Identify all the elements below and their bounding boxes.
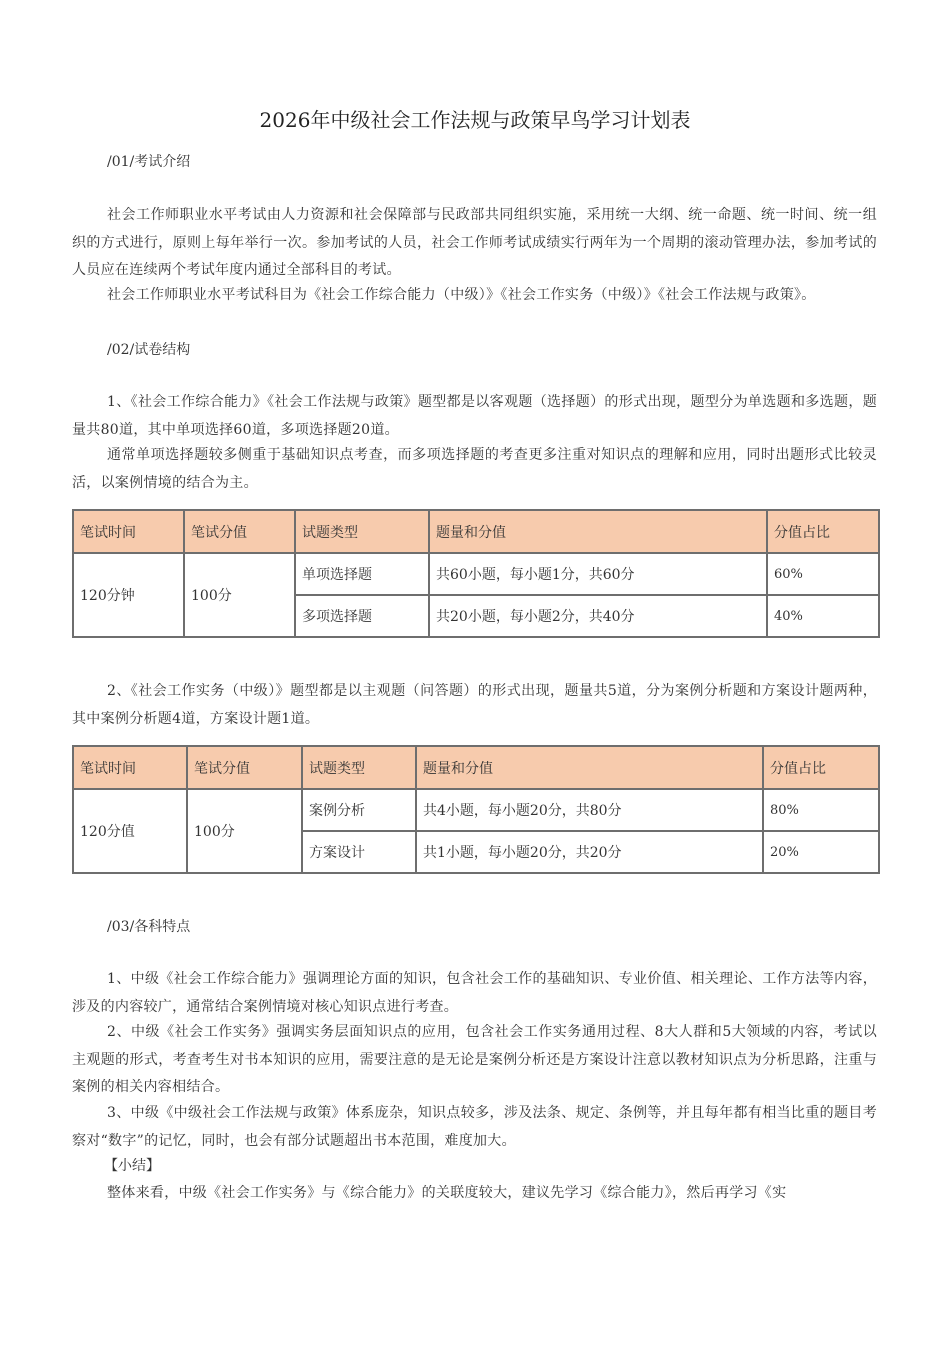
document-title: 2026年中级社会工作法规与政策早鸟学习计划表	[259, 108, 691, 132]
header-cell-score-ratio: 分值占比	[763, 746, 879, 789]
paragraph-objective-questions: 1、《社会工作综合能力》《社会工作法规与政策》题型都是以客观题（选择题）的形式出现，题型分为单选题和多选题，题量共80道，其中单项选择60道，多项选择题20道。	[72, 394, 877, 438]
paragraph-exam-subjects: 社会工作师职业水平考试科目为《社会工作综合能力（中级）》《社会工作实务（中级）》《社会工作法规与政策》。	[107, 287, 816, 303]
section-heading-exam-intro: /01/考试介绍	[107, 154, 191, 170]
section-heading-subject-features: /03/各科特点	[107, 919, 191, 935]
paragraph-feature-regulations: 3、中级《中级社会工作法规与政策》体系庞杂，知识点较多，涉及法条、规定、条例等，并且每年都有相当比重的题目考察对“数字”的记忆，同时，也会有部分试题超出书本范围，难度加大。	[72, 1105, 877, 1149]
header-cell-quantity-score: 题量和分值	[429, 510, 767, 553]
paragraph-question-focus: 通常单项选择题较多侧重于基础知识点考查，而多项选择题的考查更多注重对知识点的理解和应用，同时出题形式比较灵活，以案例情境的结合为主。	[72, 447, 877, 491]
header-cell-exam-time: 笔试时间	[73, 746, 187, 789]
cell-exam-score: 100分	[187, 789, 302, 873]
cell-score-ratio: 20%	[763, 831, 879, 873]
cell-quantity-score: 共20小题，每小题2分，共40分	[429, 595, 767, 637]
cell-exam-score: 100分	[184, 553, 295, 637]
section-heading-paper-structure: /02/试卷结构	[107, 342, 191, 358]
cell-question-type: 多项选择题	[295, 595, 429, 637]
paragraph-practice-questions: 2、《社会工作实务（中级）》题型都是以主观题（问答题）的形式出现，题量共5道，分为案例分析题和方案设计题两种，其中案例分析题4道，方案设计题1道。	[72, 683, 877, 727]
cell-quantity-score: 共60小题，每小题1分，共60分	[429, 553, 767, 595]
cell-question-type: 单项选择题	[295, 553, 429, 595]
exam-structure-table-2	[72, 745, 880, 874]
exam-structure-table-1	[72, 509, 880, 638]
table-row	[73, 553, 879, 595]
table-header-row	[73, 510, 879, 553]
cell-quantity-score: 共4小题，每小题20分，共80分	[416, 789, 763, 831]
summary-label: 【小结】	[104, 1158, 160, 1174]
table-header-row	[73, 746, 879, 789]
paragraph-feature-practice: 2、中级《社会工作实务》强调实务层面知识点的应用，包含社会工作实务通用过程、8大人群和5大领域的内容，考试以主观题的形式，考查考生对书本知识的应用，需要注意的是无论是案例分析还是方案设计注意以教材知识点为分析思路，注重与案例的相关内容相结合。	[72, 1024, 877, 1095]
header-cell-exam-score: 笔试分值	[187, 746, 302, 789]
header-cell-quantity-score: 题量和分值	[416, 746, 763, 789]
paragraph-feature-comprehensive: 1、中级《社会工作综合能力》强调理论方面的知识，包含社会工作的基础知识、专业价值、相关理论、工作方法等内容，涉及的内容较广，通常结合案例情境对核心知识点进行考查。	[72, 971, 877, 1015]
header-cell-score-ratio: 分值占比	[767, 510, 879, 553]
paragraph-summary: 整体来看，中级《社会工作实务》与《综合能力》的关联度较大，建议先学习《综合能力》，然后再学习《实	[107, 1185, 787, 1201]
header-cell-exam-score: 笔试分值	[184, 510, 295, 553]
table-row	[73, 789, 879, 831]
cell-score-ratio: 60%	[767, 553, 879, 595]
cell-score-ratio: 80%	[763, 789, 879, 831]
cell-exam-time: 120分钟	[73, 553, 184, 637]
cell-quantity-score: 共1小题，每小题20分，共20分	[416, 831, 763, 873]
cell-score-ratio: 40%	[767, 595, 879, 637]
cell-question-type: 方案设计	[302, 831, 416, 873]
header-cell-exam-time: 笔试时间	[73, 510, 184, 553]
header-cell-question-type: 试题类型	[302, 746, 416, 789]
cell-question-type: 案例分析	[302, 789, 416, 831]
paragraph-exam-intro: 社会工作师职业水平考试由人力资源和社会保障部与民政部共同组织实施，采用统一大纲、统一命题、统一时间、统一组织的方式进行，原则上每年举行一次。参加考试的人员，社会工作师考试成绩实行两年为一个周期的滚动管理办法，参加考试的人员应在连续两个考试年度内通过全部科目的考试。	[72, 207, 877, 278]
cell-exam-time: 120分值	[73, 789, 187, 873]
header-cell-question-type: 试题类型	[295, 510, 429, 553]
